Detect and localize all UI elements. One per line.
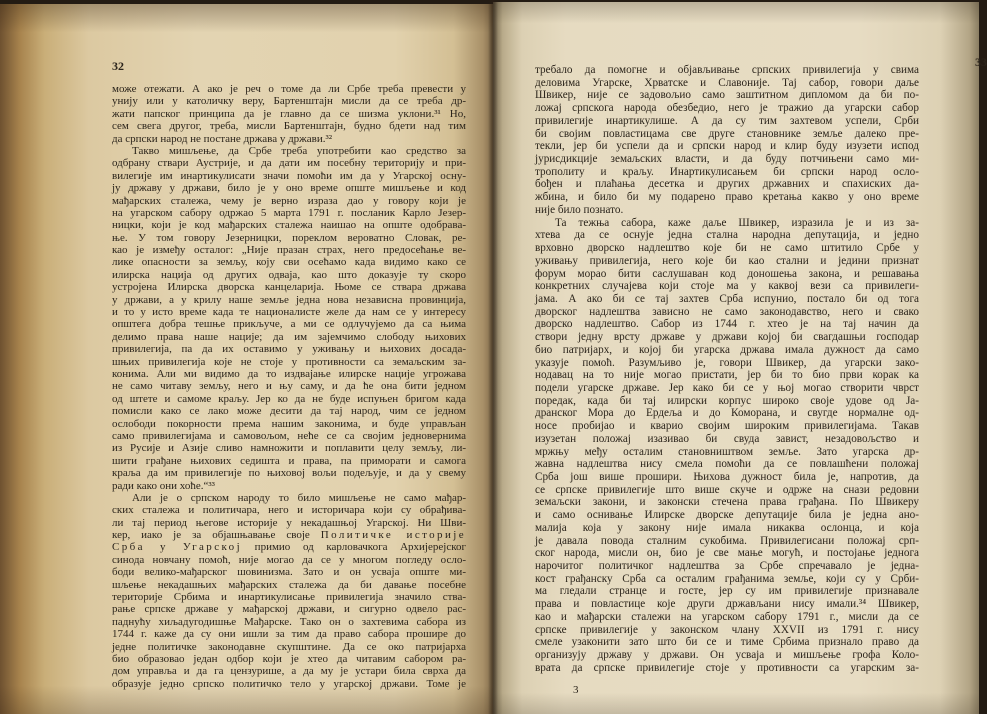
text-line: дом управља и да га цензурише, а да му је устари била сврха да xyxy=(112,665,466,678)
text-line: био патријарх, и којој би угарска држава имала дужност да само xyxy=(535,343,919,356)
text-line: ње. У том говору Језерницки, пореклом вероватно Словак, ре- xyxy=(112,231,466,244)
text-line: помисли како се лако може десити да тај народ, чим се једном xyxy=(112,405,466,418)
text-line: може отежати. А ако је реч о томе да ли Србе треба превести у xyxy=(112,83,466,95)
text-line: и то у исто време када те националисте желе да нам се у интересу xyxy=(112,306,466,319)
text-line: кост грађанску Срба са осталим грађанима земље, који су у Срби- xyxy=(535,572,919,585)
text-line: бођен и плаћања десетка и других државних и спахиских да- xyxy=(535,178,919,191)
text-line: ских сталежа и политичара, него и историчара који су обрађива- xyxy=(112,504,466,517)
text-line: нодавац на то није могао пристати, јер би то био први корак ка xyxy=(535,369,919,382)
text-line: хтева да се оснује једна стална народна депутација, и једно xyxy=(535,229,919,242)
text-line: указује помоћ. Разумљиво је, говори Швикер, да угарски зако- xyxy=(535,356,919,369)
text-line: ложај српскога народа обезбедио, него је тражио да угарски сабор xyxy=(535,102,919,115)
text-line: ма гледали странце и госте, јер су им привилегије признавале xyxy=(535,585,919,598)
text-line: изузетан положај изазивао би свуда завист, незадовољство и xyxy=(535,432,919,445)
text-line: Та тежња сабора, каже даље Швикер, изразила је и из за- xyxy=(555,216,919,229)
text-line: носе пробијао и кварио својим широким привилегијама. Такав xyxy=(535,420,919,433)
text-line: Такво мишљење, да Србе треба употребити као средство за xyxy=(132,144,466,157)
text-line: 1744 г. каже да су они ишли за тим да право сабора прошире до xyxy=(112,628,466,641)
page-number-right: 33 xyxy=(975,55,987,69)
text-line: боди велико-мађарског шовинизма. Зато и он усваја опште ми- xyxy=(112,566,466,579)
spaced-emphasis-text: Срба у Угарској xyxy=(112,541,243,554)
text-line: деловима Угарске, Хрватске и Славоније. Тај сабор, говори даље xyxy=(535,76,919,89)
text-line: као је између осталог: „Није празан страх, него предосећање ве- xyxy=(112,244,466,257)
text-line: Срба још више прошири. Њихова дужност била је, напротив, да xyxy=(535,471,919,483)
text-line: ског народа, мисли он, био је све мање могућ, и постојање једнога xyxy=(535,547,919,560)
text-line: привилегија, па да их оставимо у уживању и њихових досада- xyxy=(112,343,466,356)
text-line: се српске привилегије што више скуче и одрже на снази редовни xyxy=(535,483,919,496)
text-line: дворско надлештво. Сабор из 1744 г. хтео је на тај начин да xyxy=(535,318,919,331)
text-line: мађарских сталежа, чему је верно израза дао у говору који је xyxy=(112,194,466,207)
text-line: права и повластице које други држављани нису имали.³⁴ Швикер, xyxy=(535,598,919,611)
text-line: шњих привилегија које не стоје у противности са земаљским за- xyxy=(112,355,466,368)
text-line: ради како они хоће.“³³ xyxy=(112,479,215,492)
text-line: малија која у закону није имала никаква ослонца, и која xyxy=(535,521,919,534)
text-line: требало да помогне и објављивање српских привилегија у свима xyxy=(535,64,919,76)
text-line: би својим повластицама све друге становнике земље далеко пре- xyxy=(535,127,919,140)
text-line: краља да им привилегије по њиховој вољи подељује, и да у свему xyxy=(112,467,466,480)
text-line: шити грађане њихових седишта и права, па приморати и самога xyxy=(112,454,466,467)
text-line: на угарском сабору одржао 5 марта 1791 г. посланик Карло Језер- xyxy=(112,206,466,219)
text-line: образује једно српско политичко тело у угарској држави. Томе је xyxy=(112,677,466,690)
text-line: једне политичке законодавне скупштине. Да се око патријарха xyxy=(112,640,466,653)
text-line: привилегије инартикулише. А да су тим захтевом успели, Срби xyxy=(535,114,919,127)
text-line: ослободи покорности према нашим законима, и буде управљан xyxy=(112,417,466,430)
text-line: дранског Мора до Ердеља и до Коморана, и свугде нормалне од- xyxy=(535,407,919,420)
text-line: од штете и самоме краљу. Јер ко да не буде испуњен бригом када xyxy=(112,392,466,405)
text-line: није било познато. xyxy=(535,203,624,216)
text-line: смеле узаконити зато што би се и тиме Србима признало право да xyxy=(535,636,919,649)
text-line: унију или у католичку веру, Бартенштајн мисли да се треба др- xyxy=(112,95,466,108)
text-line: жбина, и било би му подарено право кретања какво у оно време xyxy=(535,191,919,204)
text-line xyxy=(112,541,466,553)
text-line: мржњу међу осталим становништвом земље. Зато угарска др- xyxy=(535,445,919,458)
text-line: конкретних случајева који стоје ма у каквој вези са привилеги- xyxy=(535,280,919,293)
text-line: делимо права наше нације; да им зајемчимо слободу њихових xyxy=(112,330,466,343)
text-line: јурисдикције земаљских власти, и да буду потчињени само ми- xyxy=(535,153,919,166)
text-line: територије Србима и инартикулисање привилегија значило ства- xyxy=(112,591,466,604)
text-line: паднућу хиљадугодишње Мађарске. Тако он о захтевима сабора из xyxy=(112,615,466,628)
text-line: врховно дворско надлештво које би не само штитило Србе у xyxy=(535,242,919,255)
text-line: створи једну врсту државе у држави којој би свагдашњи господар xyxy=(535,331,919,344)
text-line: форум морао бити саслушаван код доношења закона, и решавања xyxy=(535,267,919,280)
text-line: врата да српске привилегије стоје у противности са угарским за- xyxy=(535,661,919,674)
text-line: је давала повода сталним сукобима. Привилегисани положај срп- xyxy=(535,534,919,547)
text-line: из Русије и Азије сливо намножити и поплавити целу земљу, ли- xyxy=(112,442,466,455)
text-line: жати папског принципа да је главно да се шизма уклони.³¹ Но, xyxy=(112,107,466,120)
text-line: уживању привилегија, него које би као стални и једини признат xyxy=(535,254,919,267)
text-line xyxy=(112,529,466,541)
text-line: лике опасности за земљу, коју сви осећамо када видимо како се xyxy=(112,256,466,269)
text-line: Али је о српском народу то било мишљење не само мађар- xyxy=(132,491,466,504)
book-gutter xyxy=(488,0,498,714)
text-line: да српски народ не постане држава у држави.³² xyxy=(112,132,333,145)
text-segment: кер, иако је за објашњавање своје xyxy=(112,529,321,542)
text-line: Швикер, није се задовољио само заштитном дипломом да би по- xyxy=(535,89,919,102)
text-line: општега добра тешње прикључе, а ми се одлучујемо да са њима xyxy=(112,318,466,331)
page-number-left: 32 xyxy=(112,59,124,73)
left-page-text xyxy=(112,83,466,690)
text-line: у држави, а у крилу наше земље једна нова независна провинција, xyxy=(112,293,466,306)
text-line: трополиту и краљу. Инартикулисањем би српски народ осло- xyxy=(535,165,919,178)
text-line: текли, јер би успели да и српски народ и клир буду изузети испод xyxy=(535,140,919,153)
text-line: поредак, када би тај илирски корпус широко своје удове од Ја- xyxy=(535,394,919,407)
text-line: рање српске државе у мађарској држави, и сигурно одвело рас- xyxy=(112,603,466,616)
text-line: земаљски закони, и законски стечена права грађана. По Швикеру xyxy=(535,496,919,509)
text-line: устројена Илирска дворска канцеларија. Њоме се ствара држава xyxy=(112,281,466,294)
text-line: конима. Али ми видимо да то издвајање илирске нације угрожава xyxy=(112,367,466,380)
text-line: не само читаву земљу, него и њу саму, и да ће она бити једном xyxy=(112,380,466,393)
text-line: вилегије им инартикулисати значи помоћи им да у Угарској осну- xyxy=(112,169,466,182)
text-line: само привилегијама и самовољом, неће се са својим једновернима xyxy=(112,429,466,442)
right-page xyxy=(493,2,987,714)
text-line: сем свега другог, треба, мисли Бартенштајн, будно бдети над тим xyxy=(112,120,466,133)
text-line: жавна надлештва нису смела помоћи да се повлашћени положај xyxy=(535,458,919,471)
text-line: ју државу у држави, било је у оно време опште мишљење и код xyxy=(112,182,466,195)
text-line: ницки, који је код мађарских сталежа наишао на опште одобрава- xyxy=(112,219,466,232)
text-line: као и мађарски сталежи на угарском сабору 1791 г., мисли да се xyxy=(535,610,919,623)
text-line: нарочитог политичког надлештва за Србе спречавало је једна- xyxy=(535,560,919,573)
text-segment: примио од карловачкога Архијерејског xyxy=(242,541,466,554)
text-line: дворског надлештва зависно не само законодавство, него и свако xyxy=(535,305,919,318)
text-line: синода новчану помоћ, није могао да се у многом погледу осло- xyxy=(112,553,466,566)
text-line: и само оснивање Илирске дворске депутације била је једна ано- xyxy=(535,509,919,522)
spaced-emphasis-text: Политичке историје xyxy=(320,529,466,542)
text-line: шљење некадашњих мађарских сталежа да би давање посебне xyxy=(112,578,466,591)
text-line: био образовао један одбор који је хтео да читавим сабором ра- xyxy=(112,652,466,665)
text-line: одбрану ствари Аустрије, и да дати им посебну територију и при- xyxy=(112,157,466,170)
signature-mark: 3 xyxy=(573,684,579,696)
text-line: подели угарске државе. Јер како би се у њој могао створити чврст xyxy=(535,381,919,394)
text-line: српске привилегије у законском члану XXVII из 1791 г. нису xyxy=(535,623,919,636)
text-line: организују државу у држави. Он усваја и мишљење грофа Коло- xyxy=(535,649,919,662)
text-line: јама. А ако би се тај захтев Срба испунио, постало би од тога xyxy=(535,292,919,305)
right-page-text xyxy=(535,64,919,675)
left-page xyxy=(0,4,493,714)
text-line: ли тај период његове историје у некадашњој Угарској. Ни Шви- xyxy=(112,516,466,529)
text-line: илирска нација од других одваја, као што доказује ту скоро xyxy=(112,268,466,281)
